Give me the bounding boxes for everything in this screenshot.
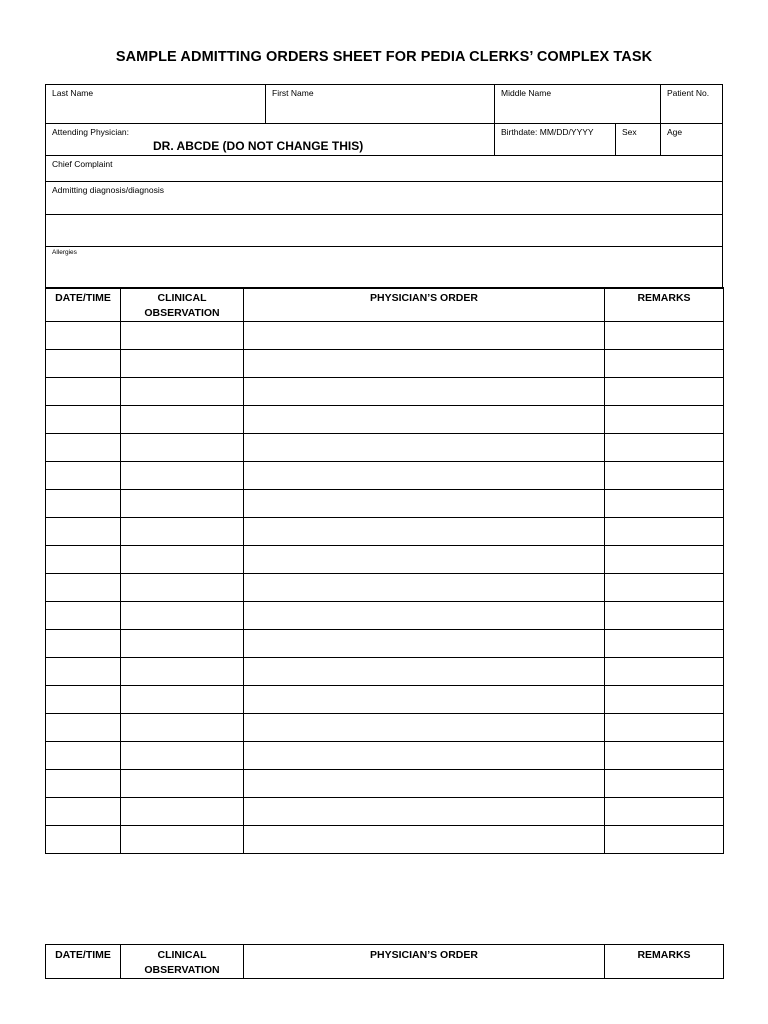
physicians-order-cell[interactable]	[244, 630, 605, 658]
remarks-cell[interactable]	[605, 630, 724, 658]
remarks-cell[interactable]	[605, 490, 724, 518]
orders-table-continued	[45, 944, 724, 979]
orders-table	[45, 287, 724, 854]
orders-header-row	[46, 945, 724, 979]
clinical-observation-cell[interactable]	[121, 546, 244, 574]
middle-name-label: Middle Name	[501, 88, 552, 98]
table-row	[46, 518, 724, 546]
physicians-order-cell[interactable]	[244, 602, 605, 630]
clinical-observation-cell[interactable]	[121, 490, 244, 518]
attending-physician-value: DR. ABCDE (DO NOT CHANGE THIS)	[153, 139, 364, 153]
remarks-cell[interactable]	[605, 462, 724, 490]
date-time-cell[interactable]	[46, 658, 121, 686]
attending-physician-label: Attending Physician:	[52, 127, 130, 137]
clinical-observation-cell[interactable]	[121, 574, 244, 602]
clinical-observation-cell[interactable]	[121, 630, 244, 658]
remarks-cell[interactable]	[605, 406, 724, 434]
header-remarks: REMARKS	[605, 945, 724, 979]
diagnosis-continuation-field[interactable]	[46, 215, 722, 246]
physicians-order-cell[interactable]	[244, 574, 605, 602]
table-row	[46, 350, 724, 378]
remarks-cell[interactable]	[605, 798, 724, 826]
patient-info-block	[45, 84, 723, 289]
remarks-cell[interactable]	[605, 518, 724, 546]
last-name-field[interactable]	[46, 85, 266, 123]
date-time-cell[interactable]	[46, 714, 121, 742]
header-physicians-order: PHYSICIAN’S ORDER	[244, 288, 605, 322]
table-row	[46, 490, 724, 518]
page-title: SAMPLE ADMITTING ORDERS SHEET FOR PEDIA CLERKS’ COMPLEX TASK	[115, 49, 653, 65]
header-remarks: REMARKS	[605, 288, 724, 322]
remarks-cell[interactable]	[605, 714, 724, 742]
sex-field[interactable]	[616, 124, 661, 155]
clinical-observation-cell[interactable]	[121, 826, 244, 854]
physicians-order-cell[interactable]	[244, 518, 605, 546]
remarks-cell[interactable]	[605, 658, 724, 686]
physicians-order-cell[interactable]	[244, 742, 605, 770]
header-clinical-observation: CLINICAL OBSERVATION	[121, 288, 244, 322]
patient-no-field[interactable]	[661, 85, 722, 123]
clinical-observation-cell[interactable]	[121, 686, 244, 714]
clinical-observation-cell[interactable]	[121, 770, 244, 798]
allergies-label: Allergies	[52, 249, 77, 256]
physicians-order-cell[interactable]	[244, 658, 605, 686]
remarks-cell[interactable]	[605, 770, 724, 798]
physicians-order-cell[interactable]	[244, 406, 605, 434]
table-row	[46, 462, 724, 490]
remarks-cell[interactable]	[605, 434, 724, 462]
remarks-cell[interactable]	[605, 602, 724, 630]
physicians-order-cell[interactable]	[244, 490, 605, 518]
date-time-cell[interactable]	[46, 462, 121, 490]
allergies-field[interactable]	[46, 247, 722, 288]
clinical-observation-cell[interactable]	[121, 350, 244, 378]
birthdate-field[interactable]	[495, 124, 616, 155]
remarks-cell[interactable]	[605, 378, 724, 406]
remarks-cell[interactable]	[605, 350, 724, 378]
date-time-cell[interactable]	[46, 742, 121, 770]
date-time-cell[interactable]	[46, 798, 121, 826]
age-field[interactable]	[661, 124, 722, 155]
table-row	[46, 378, 724, 406]
admitting-diagnosis-row	[46, 182, 722, 215]
physicians-order-cell[interactable]	[244, 462, 605, 490]
diagnosis-continuation-row	[46, 215, 722, 247]
physicians-order-cell[interactable]	[244, 686, 605, 714]
age-label: Age	[667, 127, 683, 137]
date-time-cell[interactable]	[46, 322, 121, 350]
first-name-field[interactable]	[266, 85, 495, 123]
middle-name-field[interactable]	[495, 85, 661, 123]
date-time-cell[interactable]	[46, 518, 121, 546]
date-time-cell[interactable]	[46, 406, 121, 434]
physicians-order-cell[interactable]	[244, 714, 605, 742]
clinical-observation-cell[interactable]	[121, 434, 244, 462]
header-clinical-observation: CLINICAL OBSERVATION	[121, 945, 244, 979]
table-row	[46, 826, 724, 854]
table-row	[46, 602, 724, 630]
date-time-cell[interactable]	[46, 770, 121, 798]
table-row	[46, 658, 724, 686]
table-row	[46, 546, 724, 574]
table-row	[46, 574, 724, 602]
header-date-time: DATE/TIME	[46, 945, 121, 979]
physician-row	[46, 124, 722, 156]
table-row	[46, 434, 724, 462]
clinical-observation-cell[interactable]	[121, 714, 244, 742]
table-row	[46, 770, 724, 798]
date-time-cell[interactable]	[46, 546, 121, 574]
date-time-cell[interactable]	[46, 630, 121, 658]
clinical-observation-cell[interactable]	[121, 406, 244, 434]
remarks-cell[interactable]	[605, 546, 724, 574]
sex-label: Sex	[622, 127, 637, 137]
chief-complaint-row	[46, 156, 722, 182]
admitting-diagnosis-field[interactable]	[46, 182, 722, 214]
clinical-observation-cell[interactable]	[121, 798, 244, 826]
date-time-cell[interactable]	[46, 826, 121, 854]
date-time-cell[interactable]	[46, 378, 121, 406]
remarks-cell[interactable]	[605, 574, 724, 602]
chief-complaint-label: Chief Complaint	[52, 159, 113, 169]
physicians-order-cell[interactable]	[244, 322, 605, 350]
date-time-cell[interactable]	[46, 350, 121, 378]
first-name-label: First Name	[272, 88, 314, 98]
last-name-label: Last Name	[52, 88, 94, 98]
physicians-order-cell[interactable]	[244, 434, 605, 462]
table-row	[46, 686, 724, 714]
physicians-order-cell[interactable]	[244, 770, 605, 798]
date-time-cell[interactable]	[46, 490, 121, 518]
remarks-cell[interactable]	[605, 322, 724, 350]
clinical-observation-cell[interactable]	[121, 378, 244, 406]
orders-body	[46, 322, 724, 854]
remarks-cell[interactable]	[605, 826, 724, 854]
attending-physician-field[interactable]	[46, 124, 495, 155]
birthdate-label: Birthdate: MM/DD/YYYY	[501, 127, 594, 137]
remarks-cell[interactable]	[605, 742, 724, 770]
allergies-row	[46, 247, 722, 288]
date-time-cell[interactable]	[46, 434, 121, 462]
date-time-cell[interactable]	[46, 686, 121, 714]
header-physicians-order: PHYSICIAN’S ORDER	[244, 945, 605, 979]
table-row	[46, 742, 724, 770]
clinical-observation-cell[interactable]	[121, 658, 244, 686]
clinical-observation-cell[interactable]	[121, 742, 244, 770]
patient-no-label: Patient No.	[667, 88, 710, 98]
date-time-cell[interactable]	[46, 574, 121, 602]
table-row	[46, 798, 724, 826]
header-date-time: DATE/TIME	[46, 288, 121, 322]
physicians-order-cell[interactable]	[244, 350, 605, 378]
table-row	[46, 322, 724, 350]
remarks-cell[interactable]	[605, 686, 724, 714]
physicians-order-cell[interactable]	[244, 546, 605, 574]
clinical-observation-cell[interactable]	[121, 322, 244, 350]
orders-header-row	[46, 288, 724, 322]
date-time-cell[interactable]	[46, 602, 121, 630]
table-row	[46, 630, 724, 658]
physicians-order-cell[interactable]	[244, 826, 605, 854]
chief-complaint-field[interactable]	[46, 156, 722, 181]
physicians-order-cell[interactable]	[244, 378, 605, 406]
table-row	[46, 714, 724, 742]
table-row	[46, 406, 724, 434]
physicians-order-cell[interactable]	[244, 798, 605, 826]
patient-name-row	[46, 85, 722, 124]
clinical-observation-cell[interactable]	[121, 518, 244, 546]
clinical-observation-cell[interactable]	[121, 462, 244, 490]
admitting-diagnosis-label: Admitting diagnosis/diagnosis	[52, 185, 164, 195]
clinical-observation-cell[interactable]	[121, 602, 244, 630]
